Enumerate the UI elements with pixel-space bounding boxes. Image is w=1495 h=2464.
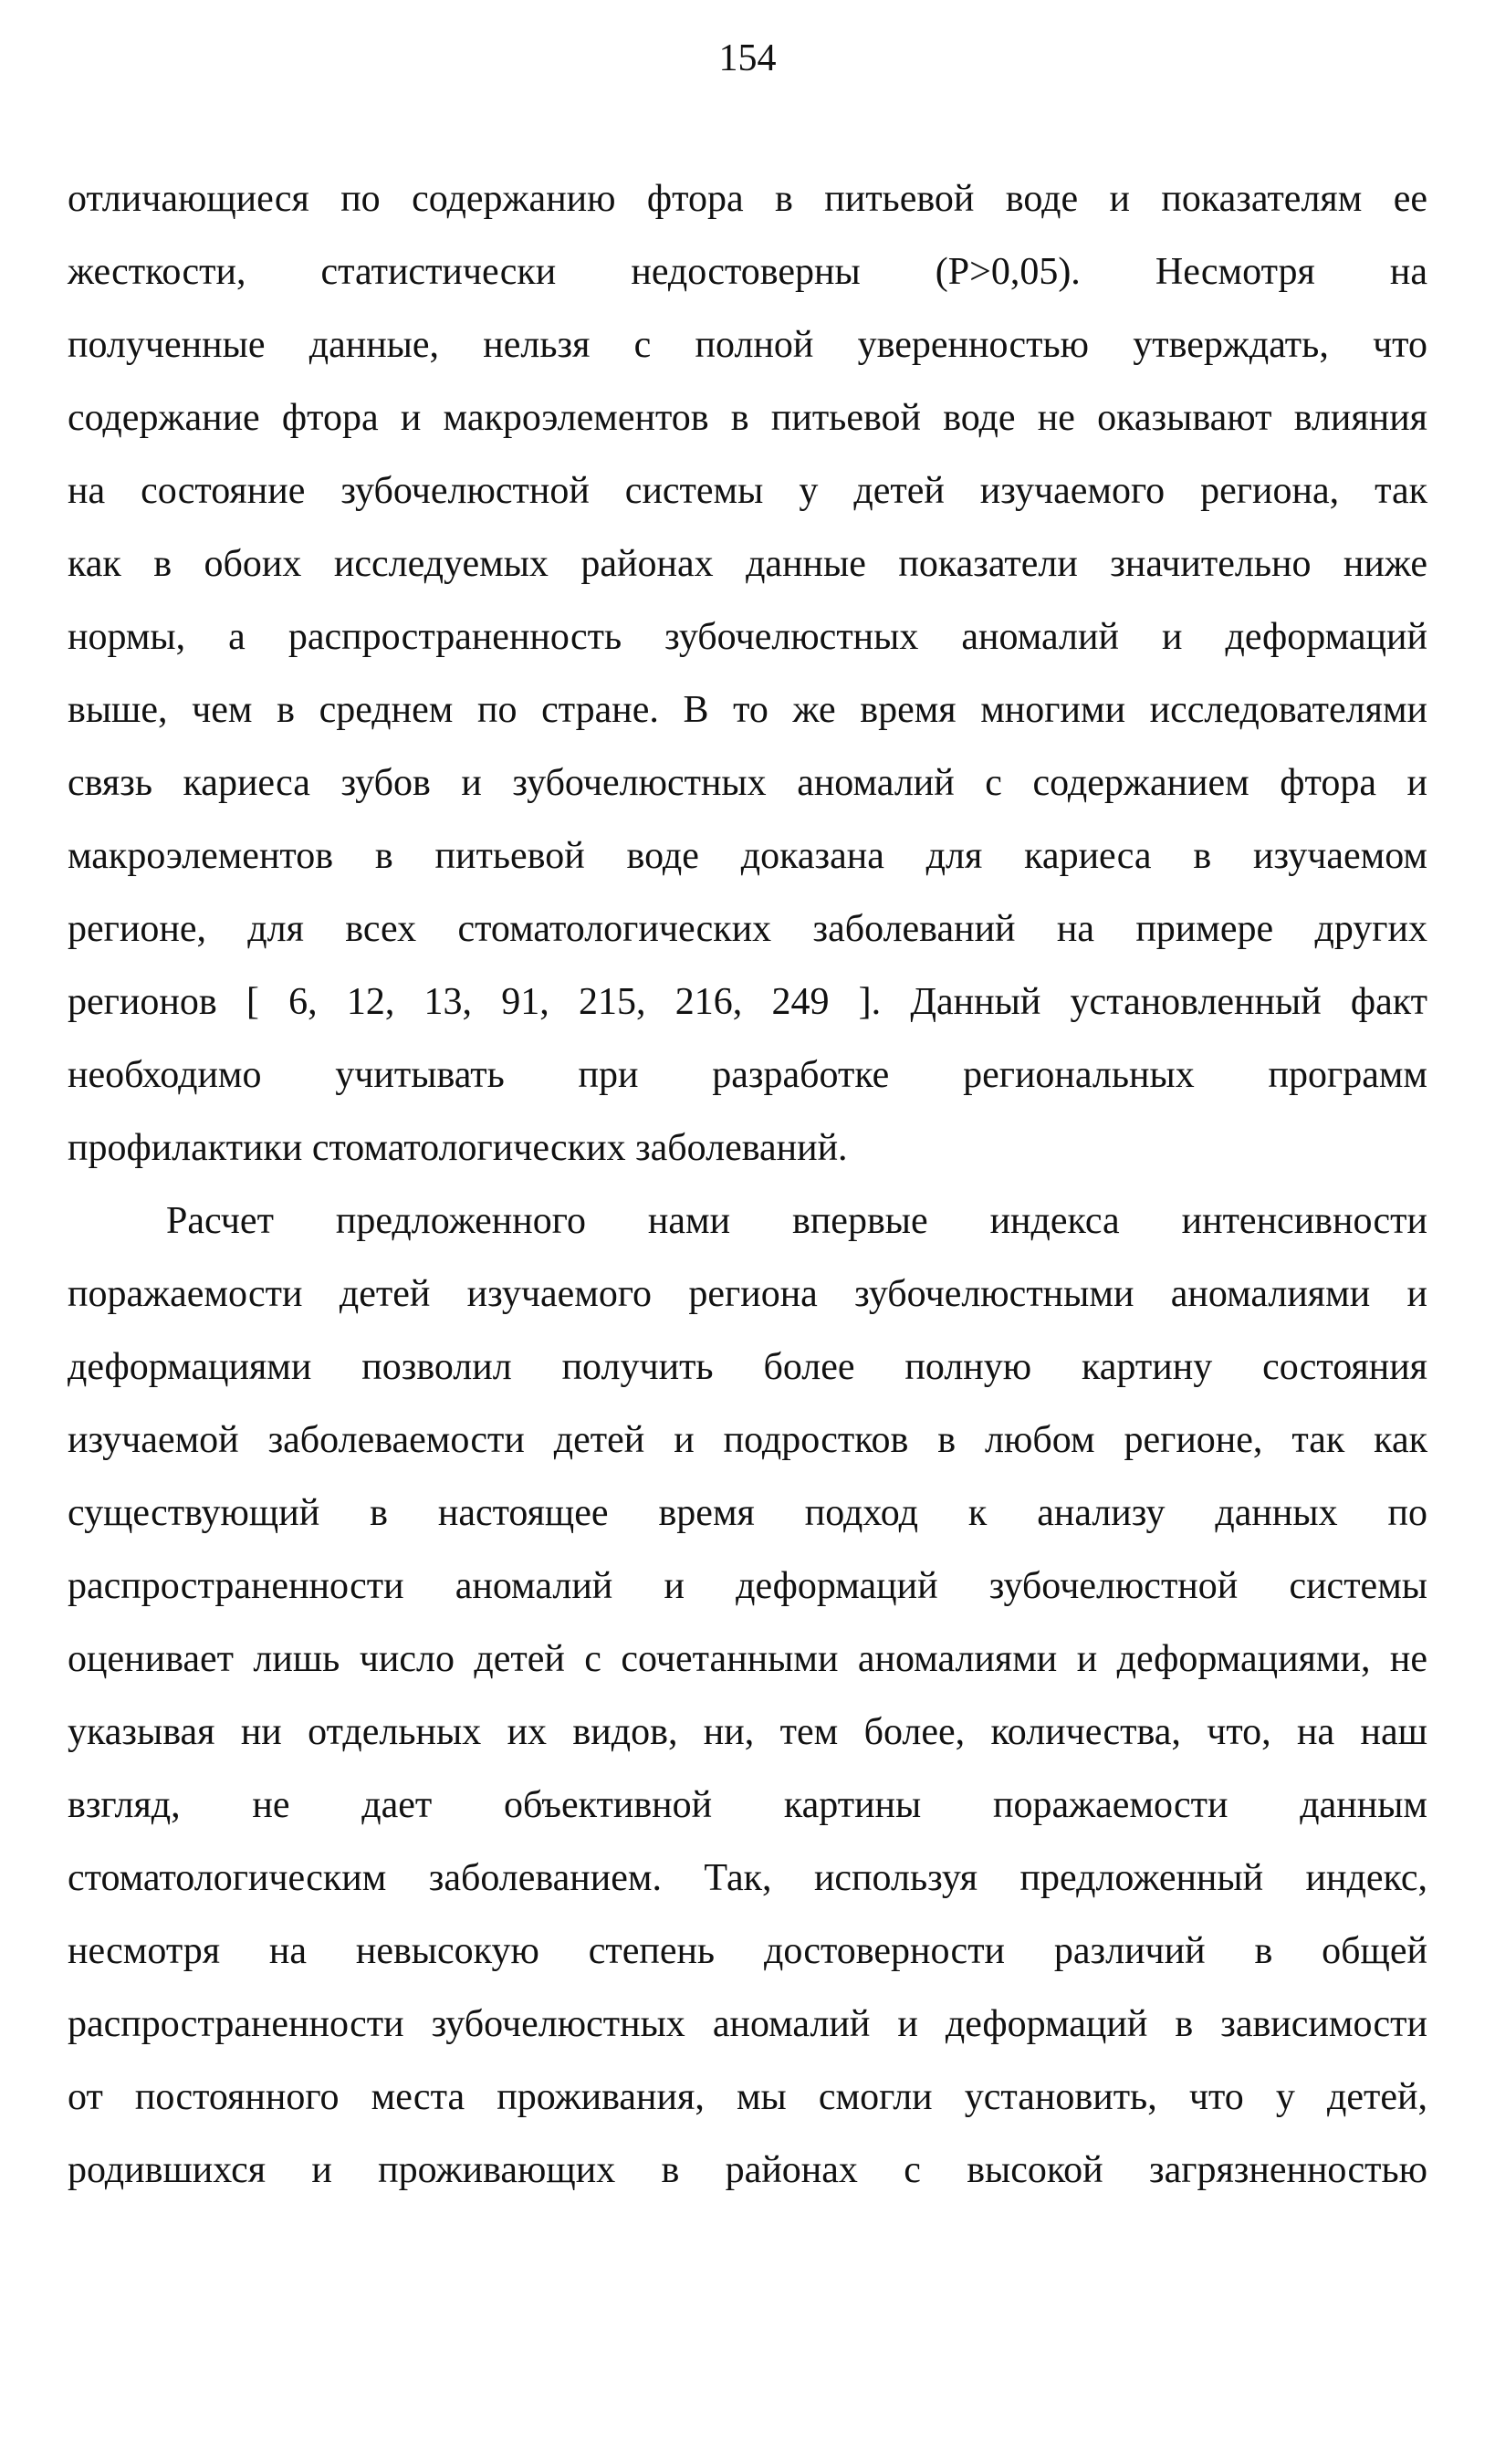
page-number: 154 xyxy=(718,37,777,79)
text-line: взгляд, не дает объективной картины поражаемости данным xyxy=(68,1784,1427,1826)
text-line: несмотря на невысокую степень достоверности различий в общей xyxy=(68,1930,1427,1972)
text-line: Расчет предложенного нами впервые индекса интенсивности xyxy=(166,1200,1427,1242)
text-line: нормы, а распространенность зубочелюстных аномалий и деформаций xyxy=(68,616,1427,658)
text-line: жесткости, статистически недостоверны (Р>0,05). Несмотря на xyxy=(68,251,1427,293)
text-line: необходимо учитывать при разработке региональных программ xyxy=(68,1054,1427,1096)
text-line: связь кариеса зубов и зубочелюстных аномалий с содержанием фтора и xyxy=(68,762,1427,804)
text-line: выше, чем в среднем по стране. В то же время многими исследователями xyxy=(68,689,1427,731)
text-line: на состояние зубочелюстной системы у детей изучаемого региона, так xyxy=(68,470,1427,512)
text-line: деформациями позволил получить более полную картину состояния xyxy=(68,1346,1427,1388)
text-line: содержание фтора и макроэлементов в питьевой воде не оказывают влияния xyxy=(68,397,1427,439)
text-line: регионов [ 6, 12, 13, 91, 215, 216, 249 ]. Данный установленный факт xyxy=(68,981,1427,1023)
text-line: существующий в настоящее время подход к анализу данных по xyxy=(68,1492,1427,1534)
text-line: указывая ни отдельных их видов, ни, тем более, количества, что, на наш xyxy=(68,1711,1427,1753)
text-line: регионе, для всех стоматологических заболеваний на примере других xyxy=(68,908,1427,950)
text-line: распространенности аномалий и деформаций зубочелюстной системы xyxy=(68,1565,1427,1607)
text-line: оценивает лишь число детей с сочетанными аномалиями и деформациями, не xyxy=(68,1638,1427,1680)
text-line: профилактики стоматологических заболеваний. xyxy=(68,1127,848,1169)
text-line: распространенности зубочелюстных аномалий и деформаций в зависимости xyxy=(68,2003,1427,2045)
text-line: родившихся и проживающих в районах с высокой загрязненностью xyxy=(68,2149,1427,2191)
text-line: отличающиеся по содержанию фтора в питьевой воде и показателям ее xyxy=(68,178,1427,220)
text-line: полученные данные, нельзя с полной уверенностью утверждать, что xyxy=(68,324,1427,366)
text-line: как в обоих исследуемых районах данные показатели значительно ниже xyxy=(68,543,1427,585)
text-line: поражаемости детей изучаемого региона зубочелюстными аномалиями и xyxy=(68,1273,1427,1315)
text-line: изучаемой заболеваемости детей и подростков в любом регионе, так как xyxy=(68,1419,1427,1461)
text-line: макроэлементов в питьевой воде доказана для кариеса в изучаемом xyxy=(68,835,1427,877)
text-line: стоматологическим заболеванием. Так, используя предложенный индекс, xyxy=(68,1857,1427,1899)
text-line: от постоянного места проживания, мы смогли установить, что у детей, xyxy=(68,2076,1427,2118)
